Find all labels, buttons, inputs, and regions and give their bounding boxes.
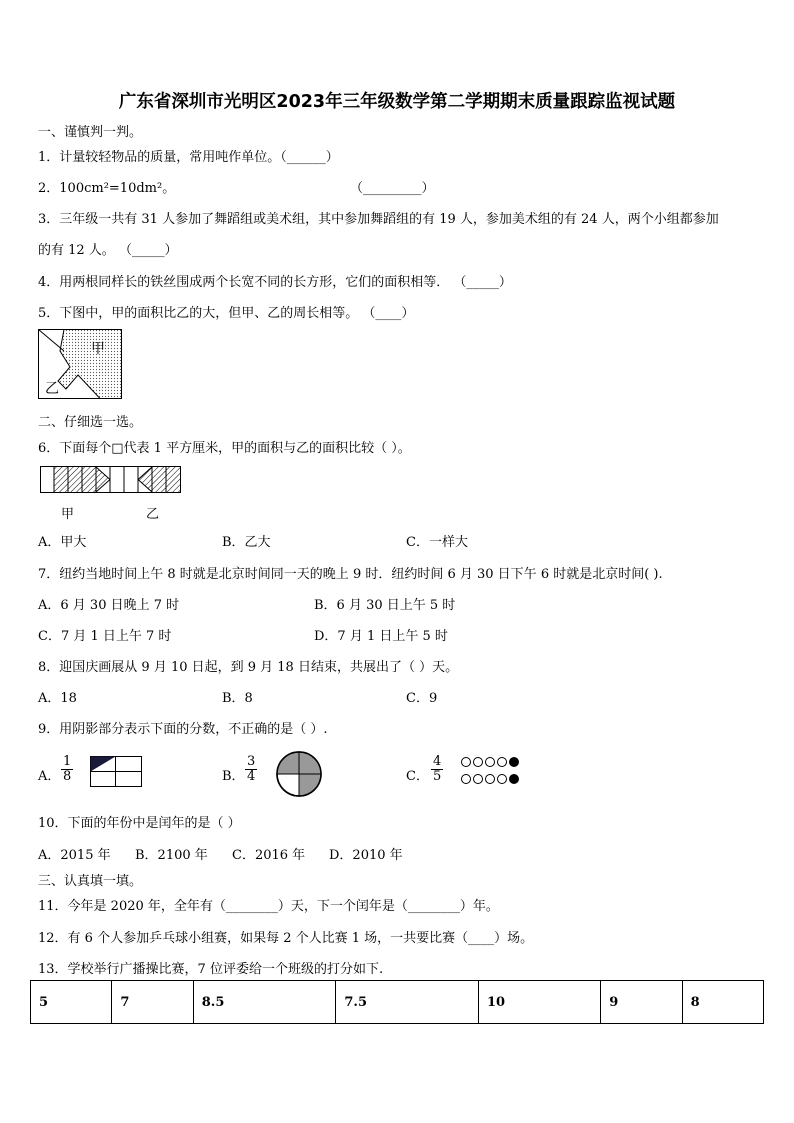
grid-label-jia: 甲: [61, 507, 75, 522]
option-c: C．一样大: [406, 535, 468, 550]
page-title: 广东省深圳市光明区2023年三年级数学第二学期期末质量跟踪监视试题: [118, 92, 676, 112]
question-8: 8．迎国庆画展从 9 月 10 日起，到 9 月 18 日结束，共展出了（ ）天。: [38, 660, 459, 675]
empty-circle-icon: [473, 757, 483, 767]
answer-blank: （_________）: [350, 181, 435, 196]
empty-circle-icon: [473, 774, 483, 784]
question-3-line1: 3．三年级一共有 31 人参加了舞蹈组或美术组，其中参加舞蹈组的有 19 人，参加美术组的有 24 人，两个小组都参加: [38, 212, 719, 227]
empty-circle-icon: [461, 774, 471, 784]
option-b: B．6 月 30 日上午 5 时: [314, 598, 456, 613]
question-1: 1．计量较轻物品的质量，常用吨作单位。（______）: [38, 150, 339, 165]
q6-grid: [40, 466, 185, 494]
score-cell: 10: [479, 981, 601, 1024]
score-cell: 5: [31, 981, 112, 1024]
fraction-denominator: 5: [433, 769, 442, 784]
option-b: B．2100 年: [135, 848, 208, 863]
option-a: A．18: [38, 691, 77, 706]
option-c-letter: C．: [406, 769, 429, 784]
score-cell: 9: [601, 981, 682, 1024]
question-5: 5．下图中，甲的面积比乙的大，但甲、乙的周长相等。 （____）: [38, 306, 415, 321]
empty-circle-icon: [461, 757, 471, 767]
figure-label-jia: 甲: [91, 341, 105, 357]
question-10: 10．下面的年份中是闰年的是（ ）: [38, 816, 241, 831]
option-c: C．2016 年: [232, 848, 306, 863]
fraction-numerator: 3: [247, 754, 256, 769]
option-b-letter: B．: [222, 769, 245, 784]
question-3-line2: 的有 12 人。 （_____）: [38, 243, 178, 258]
section-heading: 三、认真填一填。: [38, 874, 143, 889]
question-12: 12．有 6 个人参加乒乓球小组赛，如果每 2 个人比赛 1 场，一共要比赛（____）场。: [38, 931, 534, 946]
empty-circle-icon: [497, 774, 507, 784]
question-4: 4．用两根同样长的铁丝围成两个长宽不同的长方形，它们的面积相等． （_____）: [38, 275, 512, 290]
empty-circle-icon: [485, 774, 495, 784]
rectangle-eighths-figure: [90, 756, 143, 788]
option-c: C．7 月 1 日上午 7 时: [38, 629, 172, 644]
option-d: D．2010 年: [329, 848, 403, 863]
score-cell: 7.5: [336, 981, 479, 1024]
option-c: C．9: [406, 691, 438, 706]
filled-circle-icon: [509, 757, 519, 767]
fraction-numerator: 4: [433, 754, 442, 769]
figure-label-yi: 乙: [45, 381, 59, 397]
question-2: 2．100cm²=10dm²。: [38, 181, 176, 196]
fraction-three-quarters: [245, 755, 257, 784]
fraction-denominator: 8: [63, 769, 72, 784]
question-7: 7．纽约当地时间上午 8 时就是北京时间同一天的晚上 9 时．纽约时间 6 月 30 日下午 6 时就是北京时间( ).: [38, 567, 663, 582]
fraction-numerator: 1: [63, 754, 72, 769]
grid-label-yi: 乙: [146, 507, 160, 522]
question-9: 9．用阴影部分表示下面的分数，不正确的是（ ）.: [38, 722, 328, 737]
question-11: 11．今年是 2020 年，全年有（________）天，下一个闰年是（________）年。: [38, 899, 499, 914]
option-a: A．甲大: [38, 535, 87, 550]
question-13: 13．学校举行广播操比赛，7 位评委给一个班级的打分如下.: [38, 962, 384, 977]
section-heading: 二、仔细选一选。: [38, 415, 143, 430]
score-cell: 7: [112, 981, 193, 1024]
score-cell: 8.5: [193, 981, 336, 1024]
option-a: A．2015 年: [38, 848, 111, 863]
empty-circle-icon: [485, 757, 495, 767]
circles-figure: [461, 757, 521, 787]
option-b: B．乙大: [222, 535, 271, 550]
section-heading: 一、谨慎判一判。: [38, 125, 143, 140]
table-row: [31, 981, 764, 1024]
question-6: 6．下面每个□代表 1 平方厘米，甲的面积与乙的面积比较（ ）。: [38, 441, 411, 456]
circle-quarters-figure: [275, 750, 323, 798]
fraction-denominator: 4: [247, 769, 256, 784]
option-b: B．8: [222, 691, 253, 706]
option-a-letter: A．: [38, 769, 61, 784]
option-d: D．7 月 1 日上午 5 时: [314, 629, 448, 644]
scores-table: [30, 980, 764, 1024]
filled-circle-icon: [509, 774, 519, 784]
empty-circle-icon: [497, 757, 507, 767]
option-a: A．6 月 30 日晚上 7 时: [38, 598, 180, 613]
score-cell: 8: [682, 981, 763, 1024]
fraction-four-fifths: [431, 755, 443, 784]
fraction-one-eighth: [61, 755, 73, 784]
